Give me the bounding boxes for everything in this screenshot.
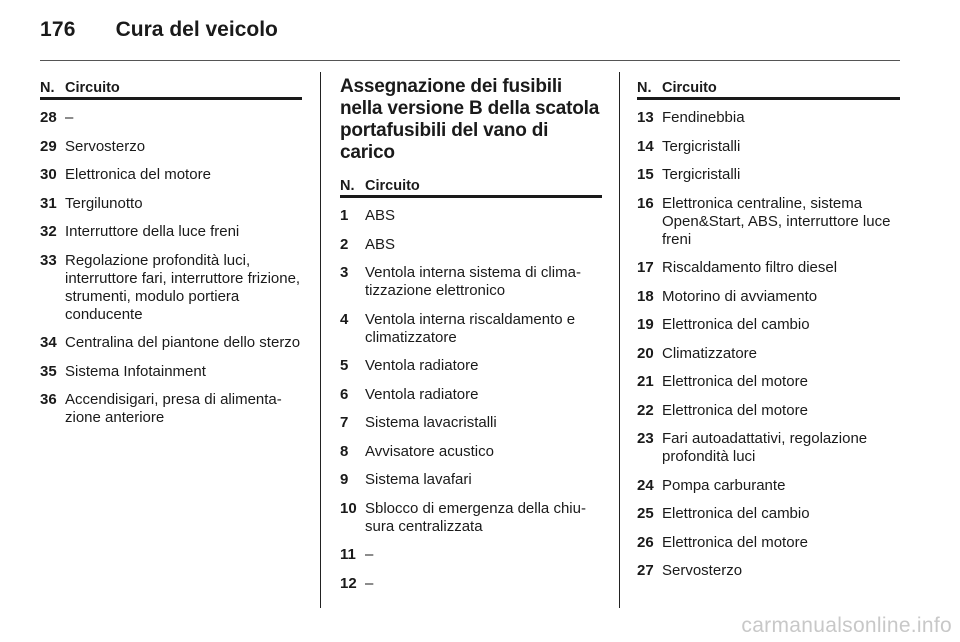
fuse-circuit: Servosterzo [65,137,146,155]
fuse-number: 17 [637,259,654,276]
fuse-circuit: Servosterzo [662,562,743,579]
fuse-row [40,109,302,127]
fuse-row [637,259,900,277]
fuse-number: 5 [340,357,349,374]
fuse-row [340,311,602,347]
watermark: carmanualsonline.info [741,614,952,637]
fuse-circuit: Tergilunotto [65,194,143,212]
fuse-circuit: Tergicristalli [662,166,741,183]
fuse-number: 9 [340,471,349,488]
fuse-row [340,546,602,564]
page-title: Cura del veicolo [115,18,278,41]
fuse-row [40,363,302,381]
fuse-row [340,386,602,404]
fuse-number: 23 [637,430,654,447]
fuse-number: 21 [637,373,654,390]
fuse-row [637,430,900,466]
fuse-row [40,334,302,352]
fuse-number: 30 [40,166,57,183]
fuse-number: 25 [637,505,654,522]
fuse-number: 35 [40,362,57,380]
fuse-number: 4 [340,310,349,328]
table-header [40,76,302,100]
fuse-number: 13 [637,109,654,126]
fuse-circuit: ABS [365,235,396,253]
fuse-number: 32 [40,223,57,240]
header-circuit: Circuito [65,80,120,96]
fuse-number: 20 [637,344,654,362]
fuse-number: 22 [637,401,654,419]
fuse-row [340,236,602,254]
fuse-circuit: Riscaldamento filtro diesel [662,259,838,276]
fuse-row [637,477,900,495]
fuse-circuit: Elettronica centraline, sistema Open&Start, ABS, interruttore luce freni [662,194,891,248]
fuse-row [340,500,602,536]
fuse-circuit: Climatizzatore [662,344,758,362]
fuse-table-column-3 [637,76,900,591]
fuse-circuit: ABS [365,207,396,224]
fuse-number: 34 [40,334,57,351]
fuse-number: 8 [340,442,349,460]
fuse-number: 14 [637,137,654,155]
fuse-row [340,414,602,432]
fuse-row [637,166,900,184]
fuse-number: 10 [340,499,357,517]
fuse-row [637,534,900,552]
fuse-circuit: Regolazione profondità luci, interruttore fari, interruttore frizione, strumenti, modulo portiera conducente [65,251,301,323]
fuse-number: 6 [340,385,349,403]
fuse-circuit: Elettronica del motore [65,166,211,183]
page-header [40,18,278,48]
fuse-circuit: – [65,109,74,126]
header-num: N. [340,178,355,194]
fuse-row [40,252,302,324]
fuse-circuit: Elettronica del cambio [662,505,810,522]
fuse-circuit: Ventola interna riscaldamento e climatizzatore [365,310,576,346]
fuse-number: 33 [40,251,57,269]
header-rule [40,60,900,61]
fuse-table-column-1 [40,76,302,438]
fuse-circuit: Elettronica del motore [662,373,808,390]
fuse-circuit: Sblocco di emergenza della chiu-sura centralizzata [365,499,586,535]
fuse-row [637,402,900,420]
fuse-circuit: Pompa carburante [662,476,786,494]
header-num: N. [40,80,55,96]
fuse-list [340,207,602,593]
fuse-row [637,195,900,249]
fuse-row [637,373,900,391]
fuse-circuit: Sistema Infotainment [65,362,206,380]
fuse-number: 26 [637,533,654,551]
fuse-number: 11 [340,546,356,563]
fuse-number: 7 [340,414,349,431]
fuse-number: 27 [637,562,654,579]
fuse-circuit: – [365,546,374,563]
fuse-circuit: Ventola radiatore [365,357,479,374]
fuse-circuit: Ventola interna sistema di clima-tizzazione elettronico [365,264,581,299]
fuse-number: 36 [40,391,57,408]
fuse-number: 28 [40,109,57,126]
fuse-circuit: Elettronica del cambio [662,316,810,333]
fuse-number: 12 [340,574,357,592]
fuse-circuit: – [365,574,374,592]
fuse-row [340,207,602,225]
fuse-number: 15 [637,166,654,183]
fuse-row [40,391,302,427]
fuse-circuit: Accendisigari, presa di alimenta-zione anteriore [65,391,282,426]
fuse-row [340,575,602,593]
fuse-row [340,264,602,300]
fuse-circuit: Centralina del piantone dello sterzo [65,334,301,351]
fuse-circuit: Elettronica del motore [662,533,808,551]
fuse-circuit: Fendinebbia [662,109,745,126]
fuse-number: 1 [340,207,349,224]
fuse-number: 29 [40,137,57,155]
fuse-row [40,166,302,184]
fuse-row [340,443,602,461]
fuse-row [340,471,602,489]
page-number: 176 [40,18,76,41]
fuse-row [637,562,900,580]
fuse-circuit: Elettronica del motore [662,401,808,419]
fuse-number: 18 [637,287,654,305]
fuse-circuit: Fari autoadattativi, regolazione profondità luci [662,430,868,465]
fuse-circuit: Interruttore della luce freni [65,223,240,240]
fuse-row [637,288,900,306]
fuse-circuit: Tergicristalli [662,137,741,155]
column-divider [619,72,620,608]
fuse-circuit: Sistema lavacristalli [365,414,497,431]
fuse-number: 16 [637,194,654,212]
fuse-list [40,109,302,427]
table-header [340,174,602,198]
header-circuit: Circuito [365,178,420,194]
fuse-row [637,109,900,127]
section-heading: Assegnazione dei fusibili nella versione B della scatola portafusibili del vano di carico [340,76,600,163]
fuse-circuit: Sistema lavafari [365,471,472,488]
fuse-row [40,223,302,241]
fuse-number: 19 [637,316,654,333]
header-num: N. [637,80,652,96]
fuse-list [637,109,900,580]
header-circuit: Circuito [662,80,717,96]
fuse-row [637,316,900,334]
fuse-row [637,345,900,363]
fuse-row [340,357,602,375]
fuse-number: 31 [40,194,57,212]
fuse-row [637,138,900,156]
fuse-row [40,195,302,213]
fuse-row [40,138,302,156]
fuse-number: 3 [340,264,349,281]
table-header [637,76,900,100]
fuse-circuit: Motorino di avviamento [662,287,818,305]
fuse-number: 24 [637,476,654,494]
column-divider [320,72,321,608]
fuse-row [637,505,900,523]
fuse-circuit: Ventola radiatore [365,385,479,403]
fuse-table-column-2 [340,76,602,603]
fuse-circuit: Avvisatore acustico [365,442,494,460]
fuse-number: 2 [340,235,349,253]
